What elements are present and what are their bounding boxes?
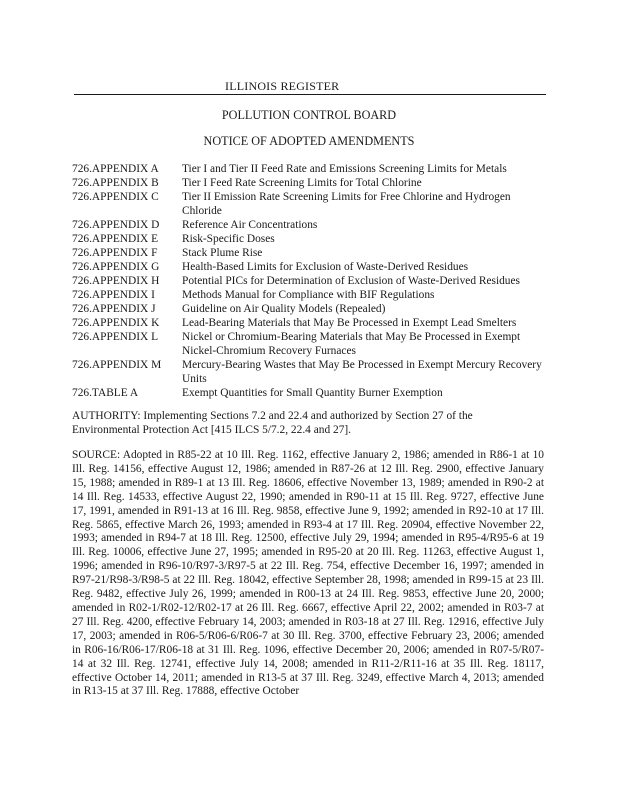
authority-paragraph: AUTHORITY: Implementing Sections 7.2 and 22.4 and authorized by Section 27 of the Environmental Protection Act [415 ILCS 5/7.2, 22.4 and 27]. [72, 410, 473, 436]
appendix-code: 726.APPENDIX C [72, 191, 159, 203]
appendix-list [72, 162, 546, 400]
appendix-title: Tier I Feed Rate Screening Limits for Total Chlorine [182, 177, 422, 189]
appendix-row [72, 246, 546, 260]
header-rule [74, 94, 546, 95]
appendix-title: Mercury-Bearing Wastes that May Be Processed in Exempt Mercury Recovery Units [182, 359, 542, 385]
appendix-code: 726.APPENDIX B [72, 177, 159, 189]
appendix-title: Lead-Bearing Materials that May Be Processed in Exempt Lead Smelters [182, 317, 517, 329]
appendix-title: Tier I and Tier II Feed Rate and Emissions Screening Limits for Metals [182, 163, 507, 175]
appendix-code: 726.TABLE A [72, 387, 139, 399]
appendix-title: Risk-Specific Doses [182, 233, 275, 245]
appendix-title: Health-Based Limits for Exclusion of Waste-Derived Residues [182, 261, 469, 273]
appendix-row [72, 302, 546, 316]
appendix-code: 726.APPENDIX E [72, 233, 159, 245]
appendix-row [72, 288, 546, 302]
appendix-code: 726.APPENDIX A [72, 163, 159, 175]
appendix-title: Potential PICs for Determination of Exclusion of Waste-Derived Residues [182, 275, 520, 287]
appendix-row [72, 176, 546, 190]
appendix-code: 726.APPENDIX F [72, 247, 158, 259]
appendix-title: Nickel or Chromium-Bearing Materials that May Be Processed in Exempt Nickel-Chromium Recovery Furnaces [182, 331, 521, 357]
appendix-title: Exempt Quantities for Small Quantity Burner Exemption [182, 387, 443, 399]
appendix-row [72, 274, 546, 288]
appendix-title: Guideline on Air Quality Models (Repealed) [182, 303, 386, 315]
appendix-row [72, 358, 546, 386]
appendix-title: Stack Plume Rise [182, 247, 263, 259]
board-title: POLLUTION CONTROL BOARD [221, 108, 397, 122]
appendix-row [72, 162, 546, 176]
appendix-row [72, 386, 546, 400]
appendix-title: Reference Air Concentrations [182, 219, 318, 231]
appendix-code: 726.APPENDIX M [72, 359, 162, 371]
appendix-code: 726.APPENDIX K [72, 317, 160, 329]
appendix-row [72, 260, 546, 274]
source-paragraph: SOURCE: Adopted in R85-22 at 10 Ill. Reg. 1162, effective January 2, 1986; amended in R86-1 at 10 Ill. Reg. 14156, effective August 12, 1986; amended in R87-26 at 12 Ill. Reg. 2900, effective January 15, 1988; amended in R89-1 at 13 Ill. Reg. 18606, effective November 13, 1989; amended in R90-2 at 14 Ill. Reg. 14533, effective August 22, 1990; amended in R90-11 at 15 Ill. Reg. 9727, effective June 17, 1991, amended in R91-13 at 16 Ill. Reg. 9858, effective June 9, 1992; amended in R92-10 at 17 Ill. Reg. 5865, effective March 26, 1993; amended in R93-4 at 17 Ill. Reg. 20904, effective November 22, 1993; amended in R94-7 at 18 Ill. Reg. 12500, effective July 29, 1994; amended in R95-4/R95-6 at 19 Ill. Reg. 10006, effective June 27, 1995; amended in R95-20 at 20 Ill. Reg. 11263, effective August 1, 1996; amended in R96-10/R97-3/R97-5 at 22 Ill. Reg. 754, effective December 16, 1997; amended in R97-21/R98-3/R98-5 at 22 Ill. Reg. 18042, effective September 28, 1998; amended in R99-15 at 23 Ill. Reg. 9482, effective July 26, 1999; amended in R00-13 at 24 Ill. Reg. 9853, effective June 20, 2000; amended in R02-1/R02-12/R02-17 at 26 Ill. Reg. 6667, effective April 22, 2002; amended in R03-7 at 27 Ill. Reg. 4200, effective February 14, 2003; amended in R03-18 at 27 Ill. Reg. 12916, effective July 17, 2003; amended in R06-5/R06-6/R06-7 at 30 Ill. Reg. 3700, effective February 23, 2006; amended in R06-16/R06-17/R06-18 at 31 Ill. Reg. 1096, effective December 20, 2006; amended in R07-5/R07-14 at 32 Ill. Reg. 12741, effective July 14, 2008; amended in R11-2/R11-16 at 35 Ill. Reg. 18117, effective October 14, 2011; amended in R13-5 at 37 Ill. Reg. 3249, effective March 4, 2013; amended in R13-15 at 37 Ill. Reg. 17888, effective October [72, 449, 544, 698]
appendix-code: 726.APPENDIX G [72, 261, 160, 273]
appendix-code: 726.APPENDIX I [72, 289, 155, 301]
register-header: ILLINOIS REGISTER [225, 79, 340, 93]
notice-title: NOTICE OF ADOPTED AMENDMENTS [203, 134, 415, 148]
appendix-row [72, 330, 546, 358]
appendix-code: 726.APPENDIX H [72, 275, 160, 287]
appendix-row [72, 316, 546, 330]
appendix-title: Tier II Emission Rate Screening Limits for Free Chlorine and Hydrogen Chloride [182, 191, 511, 217]
appendix-code: 726.APPENDIX J [72, 303, 156, 315]
appendix-code: 726.APPENDIX L [72, 331, 159, 343]
appendix-row [72, 190, 546, 218]
appendix-title: Methods Manual for Compliance with BIF Regulations [182, 289, 435, 301]
appendix-code: 726.APPENDIX D [72, 219, 160, 231]
appendix-row [72, 232, 546, 246]
appendix-row [72, 218, 546, 232]
